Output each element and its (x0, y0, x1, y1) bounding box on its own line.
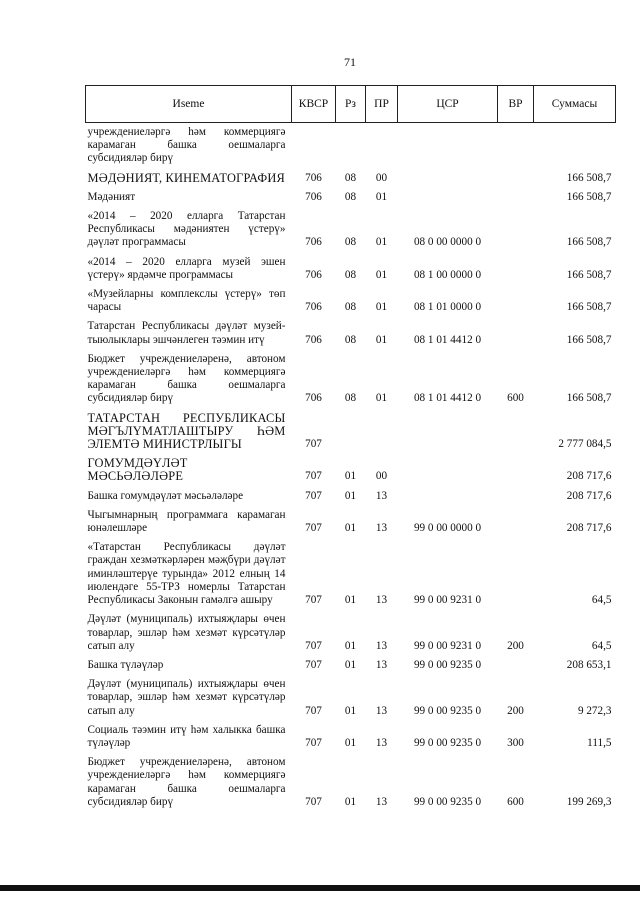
cell-sum: 111,5 (587, 736, 612, 749)
cell-kvsr: 707 (305, 639, 322, 652)
cell-vr: 200 (507, 704, 524, 717)
cell-csr: 99 0 00 9235 0 (413, 795, 482, 808)
cell-vr (498, 169, 534, 188)
cell-pr: 13 (375, 522, 388, 535)
cell-vr: 300 (507, 736, 524, 749)
cell-sum (534, 123, 616, 169)
cell-csr: 08 1 01 0000 0 (413, 301, 482, 314)
cell-csr: 99 0 00 9235 0 (413, 658, 482, 671)
cell-sum: 64,5 (591, 639, 612, 652)
cell-name: Социаль тәэмин итү һәм халыкка башка түләүләр (87, 723, 286, 749)
cell-rz (336, 409, 366, 455)
table-row (86, 454, 616, 486)
budget-table-container (85, 85, 615, 812)
cell-rz: 01 (344, 704, 357, 717)
cell-pr: 01 (375, 236, 388, 249)
cell-sum: 166 508,7 (566, 301, 612, 314)
cell-name: «2014 – 2020 елларга Татарстан Республикасы мәдәниятен үстерү» дәүләт программасы (87, 210, 286, 249)
cell-rz: 01 (344, 489, 357, 502)
cell-pr: 13 (375, 594, 388, 607)
cell-pr: 01 (375, 268, 388, 281)
cell-pr: 00 (375, 470, 388, 483)
cell-rz: 08 (344, 236, 357, 249)
cell-kvsr: 707 (305, 470, 322, 483)
cell-name: ТАТАРСТАН РЕСПУБЛИКАСЫ МӘГЪЛҮМАТЛАШТЫРУ ҺӘМ ЭЛЕМТӘ МИНИСТРЛЫГЫ (87, 410, 286, 452)
cell-vr (498, 454, 534, 486)
cell-vr: 600 (507, 392, 524, 405)
cell-csr: 99 0 00 9231 0 (413, 594, 482, 607)
cell-csr (398, 454, 498, 486)
cell-vr: 200 (507, 639, 524, 652)
cell-csr (398, 188, 498, 207)
table-row (86, 610, 616, 656)
cell-kvsr: 707 (305, 736, 322, 749)
cell-kvsr: 707 (305, 522, 322, 535)
cell-rz (336, 123, 366, 169)
cell-pr: 13 (375, 736, 388, 749)
cell-kvsr: 707 (305, 795, 322, 808)
table-row (86, 721, 616, 753)
table-row (86, 169, 616, 188)
cell-vr (498, 207, 534, 253)
table-row (86, 409, 616, 455)
table-header-row (86, 86, 616, 123)
cell-name: МӘДӘНИЯТ, КИНЕМАТОГРАФИЯ (87, 170, 285, 185)
cell-pr (366, 409, 398, 455)
cell-name: «Музейларны комплекслы үстерү» төп чарасы (87, 288, 286, 314)
cell-rz: 08 (344, 333, 357, 346)
cell-kvsr: 707 (305, 594, 322, 607)
cell-kvsr (292, 123, 336, 169)
table-row (86, 207, 616, 253)
cell-vr (498, 188, 534, 207)
header-vr: ВР (498, 86, 534, 123)
table-row (86, 285, 616, 317)
cell-sum: 208 717,6 (566, 489, 612, 502)
cell-pr (366, 123, 398, 169)
cell-csr (398, 123, 498, 169)
cell-rz: 08 (344, 190, 357, 203)
header-sum: Суммасы (534, 86, 616, 123)
cell-rz: 08 (344, 392, 357, 405)
budget-table (85, 85, 616, 812)
cell-sum: 208 717,6 (566, 470, 612, 483)
cell-rz: 01 (344, 736, 357, 749)
cell-pr: 13 (375, 639, 388, 652)
cell-name: Бюджет учреждениеләренә, автоном учреждениеләргә һәм коммерциягә карамаган башка оешмаларга субсидияләр бирү (87, 756, 286, 808)
cell-rz: 08 (344, 268, 357, 281)
cell-rz: 08 (344, 171, 357, 184)
cell-sum: 166 508,7 (566, 236, 612, 249)
header-kvsr: КВСР (292, 86, 336, 123)
cell-pr: 00 (375, 171, 388, 184)
cell-sum: 2 777 084,5 (558, 438, 612, 451)
header-csr: ЦСР (398, 86, 498, 123)
cell-kvsr: 707 (305, 704, 322, 717)
table-row (86, 123, 616, 169)
cell-vr: 600 (507, 795, 524, 808)
cell-name: учреждениеләргә һәм коммерциягә карамаган башка оешмаларга субсидияләр бирү (87, 126, 286, 165)
cell-kvsr: 706 (305, 333, 322, 346)
cell-vr (498, 506, 534, 538)
cell-csr (398, 169, 498, 188)
cell-name: Башка гомумдәүләт мәсьәләләре (87, 489, 244, 502)
table-row (86, 538, 616, 610)
table-body (86, 123, 616, 812)
cell-vr (498, 285, 534, 317)
cell-sum: 166 508,7 (566, 190, 612, 203)
cell-pr: 13 (375, 489, 388, 502)
table-row (86, 350, 616, 409)
cell-vr (498, 656, 534, 675)
cell-kvsr: 707 (305, 658, 322, 671)
header-pr: ПР (366, 86, 398, 123)
cell-csr (398, 487, 498, 506)
cell-csr: 08 1 00 0000 0 (413, 268, 482, 281)
cell-rz: 01 (344, 594, 357, 607)
cell-name: «Татарстан Республикасы дәүләт граждан хезмәткәрләрен мәҗбүри дәүләт иминләштерүе турында» 2012 елның 14 июлендәге 55-ТРЗ номерлы Татарстан Республикасы Законын гамәлгә ашыру (87, 541, 286, 607)
cell-rz: 01 (344, 658, 357, 671)
cell-name: Дәүләт (муниципаль) ихтыяҗлары өчен товарлар, эшләр һәм хезмәт күрсәтүләр сатып алу (87, 613, 286, 652)
cell-kvsr: 706 (305, 268, 322, 281)
cell-name: «2014 – 2020 елларга музей эшен үстерү» ярдәмче программасы (87, 255, 286, 281)
table-row (86, 753, 616, 812)
cell-kvsr: 706 (305, 392, 322, 405)
cell-csr: 08 0 00 0000 0 (413, 236, 482, 249)
cell-sum: 166 508,7 (566, 268, 612, 281)
cell-vr (498, 317, 534, 349)
cell-sum: 208 653,1 (566, 658, 612, 671)
cell-vr (498, 253, 534, 285)
scan-edge (0, 0, 6, 905)
cell-sum: 166 508,7 (566, 392, 612, 405)
scan-bottom-edge (0, 885, 640, 891)
cell-name: Бюджет учреждениеләренә, автоном учреждениеләргә һәм коммерциягә карамаган башка оешмаларга субсидияләр бирү (87, 352, 286, 405)
cell-vr (498, 409, 534, 455)
cell-pr: 13 (375, 795, 388, 808)
table-row (86, 675, 616, 721)
cell-kvsr: 706 (305, 301, 322, 314)
cell-kvsr: 706 (305, 171, 322, 184)
table-row (86, 317, 616, 349)
cell-csr: 08 1 01 4412 0 (413, 392, 482, 405)
table-row (86, 253, 616, 285)
cell-sum: 64,5 (591, 594, 612, 607)
cell-sum: 208 717,6 (566, 522, 612, 535)
cell-csr: 99 0 00 9231 0 (413, 639, 482, 652)
cell-kvsr: 707 (305, 438, 322, 451)
cell-name: Дәүләт (муниципаль) ихтыяҗлары өчен товарлар, эшләр һәм хезмәт күрсәтүләр сатып алу (87, 678, 286, 717)
cell-sum: 166 508,7 (566, 171, 612, 184)
cell-pr: 13 (375, 704, 388, 717)
cell-vr (498, 123, 534, 169)
cell-pr: 01 (375, 190, 388, 203)
cell-sum: 199 269,3 (566, 795, 612, 808)
cell-pr: 13 (375, 658, 388, 671)
table-row (86, 506, 616, 538)
cell-name: Мәдәният (87, 190, 136, 203)
cell-rz: 01 (344, 639, 357, 652)
page-number: 71 (344, 55, 356, 69)
cell-rz: 01 (344, 795, 357, 808)
header-rz: Рз (336, 86, 366, 123)
cell-kvsr: 707 (305, 489, 322, 502)
cell-vr (498, 538, 534, 610)
cell-kvsr: 706 (305, 236, 322, 249)
cell-csr: 99 0 00 9235 0 (413, 736, 482, 749)
cell-name: Башка түләүләр (87, 658, 164, 671)
table-row (86, 487, 616, 506)
cell-csr: 99 0 00 0000 0 (413, 522, 482, 535)
cell-pr: 01 (375, 301, 388, 314)
cell-csr (398, 409, 498, 455)
table-row (86, 188, 616, 207)
cell-kvsr: 706 (305, 190, 322, 203)
cell-rz: 08 (344, 301, 357, 314)
header-name: Иseme (86, 86, 292, 123)
cell-pr: 01 (375, 392, 388, 405)
cell-rz: 01 (344, 470, 357, 483)
cell-name: Татарстан Республикасы дәүләт музей-тыюлыклары эшчәнлеген тәэмин итү (87, 320, 286, 346)
cell-rz: 01 (344, 522, 357, 535)
cell-vr (498, 487, 534, 506)
cell-sum: 9 272,3 (577, 704, 612, 717)
table-row (86, 656, 616, 675)
cell-csr: 08 1 01 4412 0 (413, 333, 482, 346)
cell-name: Чыгымнарның программага карамаган юнәлешләре (87, 508, 286, 535)
cell-name: ГОМУМДӘҮЛӘТ МӘСЬӘЛӘЛӘРЕ (87, 456, 188, 484)
cell-pr: 01 (375, 333, 388, 346)
cell-csr: 99 0 00 9235 0 (413, 704, 482, 717)
cell-sum: 166 508,7 (566, 333, 612, 346)
